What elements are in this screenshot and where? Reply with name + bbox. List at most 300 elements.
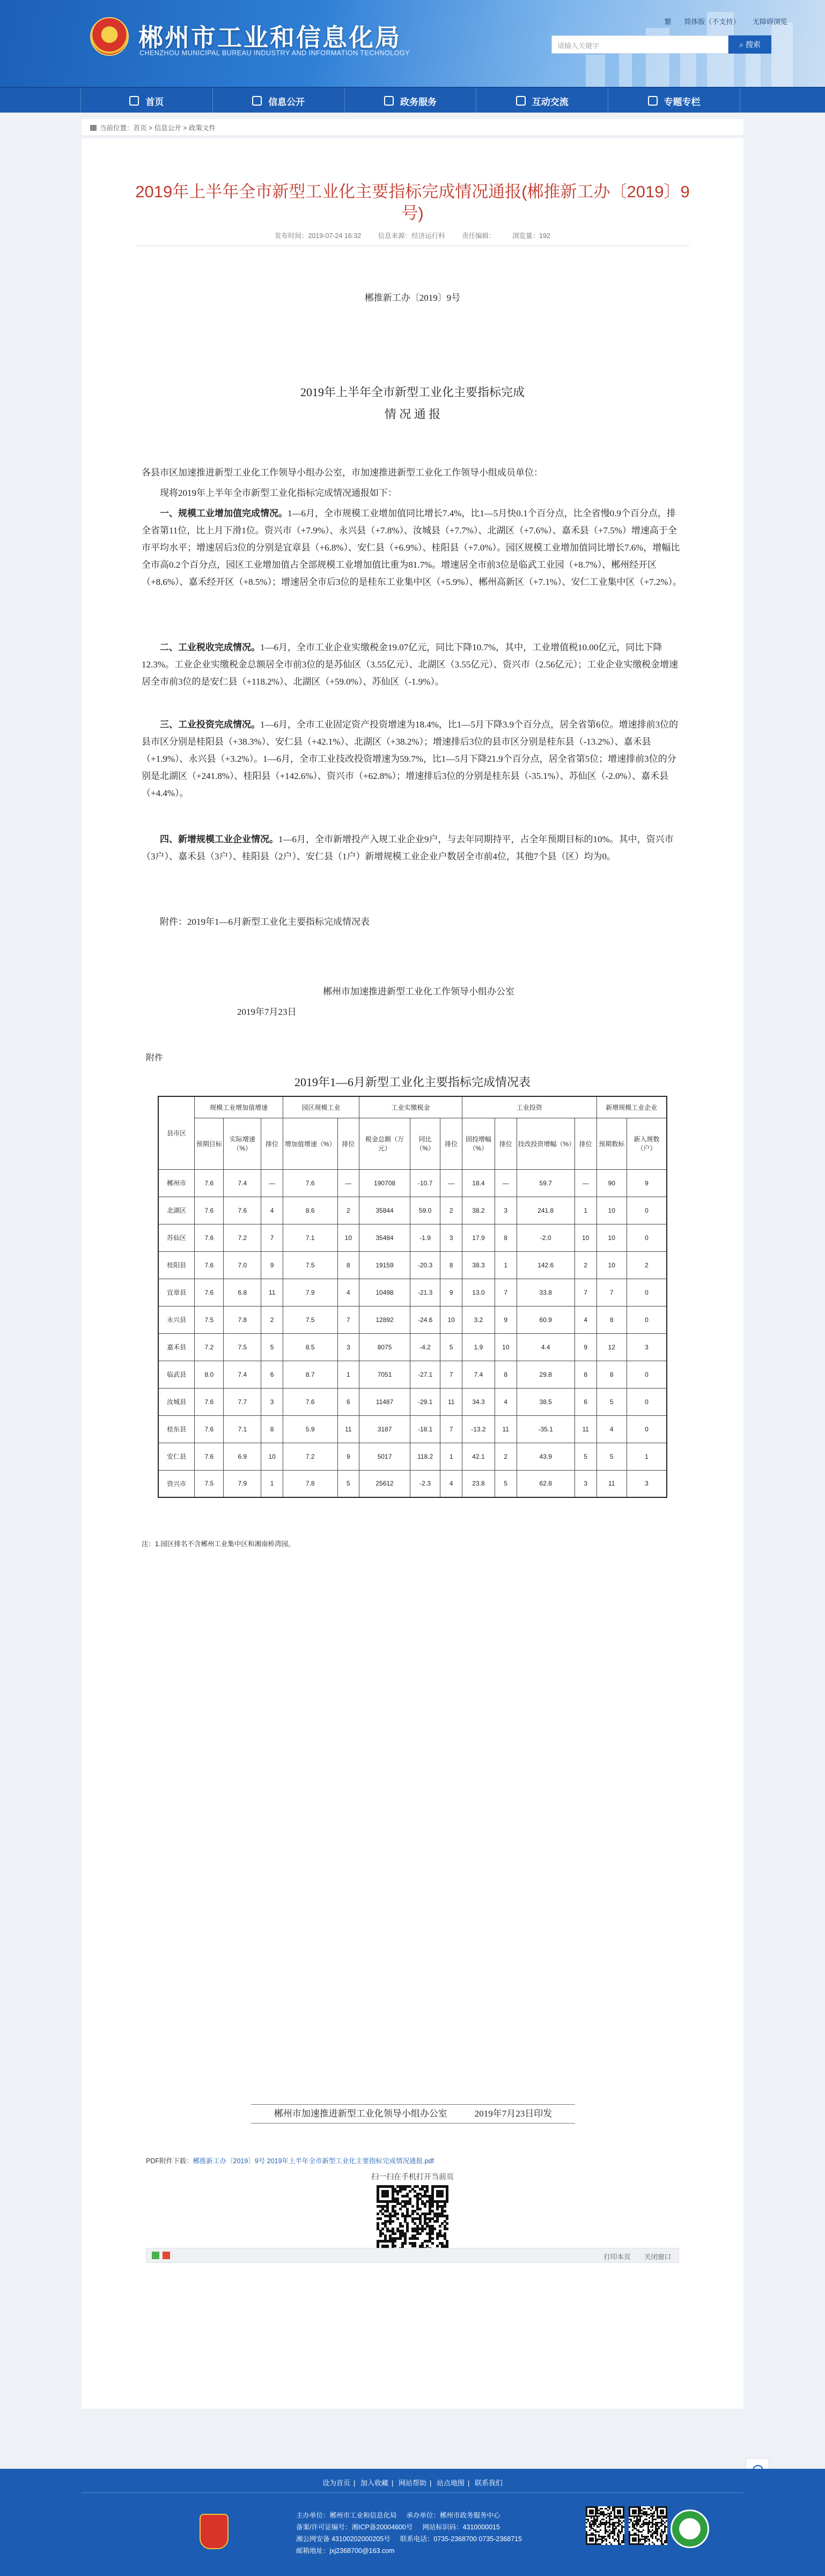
app-qr-code [629, 2506, 667, 2545]
info-source: 信息来源：经济运行科 [378, 232, 445, 240]
article-meta [82, 231, 743, 240]
footer-link-homepage[interactable]: 设为首页 [322, 2479, 350, 2487]
table-cell: 6.9 [224, 1443, 261, 1470]
traditional-chinese-link[interactable]: 繁 [664, 18, 672, 26]
table-cell: 7.5 [224, 1333, 261, 1361]
table-cell: 7 [440, 1361, 462, 1388]
table-cell: -24.6 [410, 1306, 440, 1333]
table-cell: 1.9 [462, 1333, 495, 1361]
col-header: 预期目标 [195, 1118, 224, 1169]
pdf-label: PDF附件下载： [146, 2157, 193, 2165]
table-cell: — [574, 1169, 596, 1197]
search-icon: ⌕ [739, 40, 746, 49]
search-button-label: 搜索 [745, 40, 761, 49]
table-cell: 11 [495, 1415, 517, 1443]
sign-org: 郴州市加速推进新型工业化工作领导小组办公室 [323, 986, 514, 997]
col-header: 新入规数（户） [627, 1118, 667, 1169]
table-cell: 苏仙区 [158, 1224, 195, 1251]
table-cell: 3 [574, 1470, 596, 1497]
table-cell: 25612 [359, 1470, 410, 1497]
view-count: 浏览量：192 [512, 232, 551, 240]
table-cell: -2.0 [517, 1224, 574, 1251]
pdf-link[interactable]: 郴推新工办〔2019〕9号 2019年上半年全市新型工业化主要指标完成情况通报.pdf [193, 2157, 434, 2165]
table-row [158, 1470, 667, 1497]
table-cell: 7051 [359, 1361, 410, 1388]
col-header: 技改投资增幅（%） [517, 1118, 574, 1169]
table-cell: — [337, 1169, 359, 1197]
table-cell: 10 [337, 1224, 359, 1251]
table-cell: -2.3 [410, 1470, 440, 1497]
table-cell: 29.8 [517, 1361, 574, 1388]
nav-item-interaction[interactable] [476, 88, 608, 114]
table-cell: 4.4 [517, 1333, 574, 1361]
table-cell: 7.1 [283, 1224, 337, 1251]
table-cell: 永兴县 [158, 1306, 195, 1333]
col-header: 排位 [261, 1118, 283, 1169]
wechat-share-icon[interactable] [152, 2252, 159, 2259]
table-row [158, 1361, 667, 1388]
table-cell: 郴州市 [158, 1169, 195, 1197]
table-cell: 4 [574, 1306, 596, 1333]
topics-icon [648, 96, 658, 106]
breadcrumb [82, 119, 743, 135]
footer-divider [82, 2492, 743, 2493]
table-cell: 5 [261, 1333, 283, 1361]
table-cell: 8 [574, 1361, 596, 1388]
table-cell: 5 [440, 1333, 462, 1361]
table-cell: 7.6 [195, 1197, 224, 1224]
email: 邮箱地址：jxj2368700@163.com [296, 2547, 395, 2555]
wechat-qr-code [586, 2506, 624, 2545]
table-cell: 7 [596, 1279, 627, 1306]
intro: 现将2019年上半年全市新型工业化指标完成情况通报如下： [160, 488, 397, 498]
phone: 联系电话：0735-2368700 0735-2368715 [400, 2535, 522, 2543]
table-cell: 8.5 [283, 1333, 337, 1361]
table-cell: 1 [495, 1251, 517, 1279]
attachment-note: 附件：2019年1—6月新型工业化主要指标完成情况表 [160, 917, 370, 927]
table-row [158, 1333, 667, 1361]
paragraph-2-text: 1—6月，全市工业企业实缴税金19.07亿元，同比下降10.7%，其中，工业增值税10.00亿元，同比下降12.3%。工业企业实缴税金总额居全市前3位的是苏仙区（3.55亿元）、北湖区（3.55亿元）、资兴市（2.56亿元）；工业企业实缴税金增速居全市前3位的是安仁县（+118.2%）、北湖区（+59.0%）、苏仙区（-1.9%）。 [142, 642, 679, 687]
table-cell: -4.2 [410, 1333, 440, 1361]
table-cell: 59.7 [517, 1169, 574, 1197]
table-cell: 18.4 [462, 1169, 495, 1197]
table-cell: 9 [627, 1169, 667, 1197]
table-cell: 9 [440, 1279, 462, 1306]
bottom-sign: 郴州市加速推进新型工业化领导小组办公室 2019年7月23日印发 [251, 2104, 575, 2124]
table-cell: 38.5 [517, 1388, 574, 1415]
publish-date: 发布时间：2019-07-24 16:32 [274, 232, 362, 240]
table-cell: 1 [337, 1361, 359, 1388]
table-cell: 3 [261, 1388, 283, 1415]
home-icon [90, 125, 97, 131]
table-cell: 42.1 [462, 1443, 495, 1470]
table-cell: 2 [574, 1251, 596, 1279]
table-cell: 0 [627, 1415, 667, 1443]
doc-title-line1: 2019年上半年全市新型工业化主要指标完成 [300, 385, 525, 399]
table-cell: 7 [337, 1306, 359, 1333]
table-cell: 7.6 [283, 1169, 337, 1197]
table-cell: 11 [261, 1279, 283, 1306]
table-cell: 1 [627, 1443, 667, 1470]
table-cell: -13.2 [462, 1415, 495, 1443]
close-window-button[interactable]: 关闭窗口 [644, 2253, 671, 2261]
table-cell: -1.9 [410, 1224, 440, 1251]
table-cell: 10 [495, 1333, 517, 1361]
table-cell: 资兴市 [158, 1470, 195, 1497]
table-cell: 7.4 [224, 1169, 261, 1197]
table-cell: 9 [261, 1251, 283, 1279]
sign-date: 2019年7月23日 [237, 1007, 297, 1017]
table-cell: 9 [495, 1306, 517, 1333]
table-cell: 1 [261, 1470, 283, 1497]
table-cell: 8 [596, 1306, 627, 1333]
table-cell: — [440, 1169, 462, 1197]
nav-label: 专题专栏 [664, 96, 701, 107]
accessibility-link[interactable]: 无障碍浏览 [752, 18, 787, 26]
national-emblem-logo[interactable] [90, 17, 129, 56]
pdf-download [146, 2156, 434, 2165]
table-cell: 60.9 [517, 1306, 574, 1333]
table-cell: 7.2 [224, 1224, 261, 1251]
site-header [0, 0, 825, 87]
table-row [158, 1251, 667, 1279]
table-cell: 7.0 [224, 1251, 261, 1279]
info-icon [252, 96, 262, 106]
table-cell: 11 [596, 1470, 627, 1497]
table-cell: 临武县 [158, 1361, 195, 1388]
table-row [158, 1415, 667, 1443]
table-cell: 10 [440, 1306, 462, 1333]
table-cell: 7.6 [224, 1197, 261, 1224]
table-cell: 3 [627, 1333, 667, 1361]
table-cell: -27.1 [410, 1361, 440, 1388]
table-cell: 7.6 [195, 1224, 224, 1251]
table-cell: 汝城县 [158, 1388, 195, 1415]
table-cell: 43.9 [517, 1443, 574, 1470]
table-row [158, 1224, 667, 1251]
paragraph-3-head: 三、工业投资完成情况。 [160, 719, 260, 730]
table-cell: -35.1 [517, 1415, 574, 1443]
nav-label: 政务服务 [400, 96, 437, 107]
table-cell: 5 [337, 1470, 359, 1497]
article-tools [146, 2248, 679, 2263]
table-cell: 7.6 [195, 1251, 224, 1279]
table-cell: 7.6 [195, 1443, 224, 1470]
footer-link-contact[interactable]: 联系我们 [475, 2479, 503, 2487]
table-cell: 7.8 [224, 1306, 261, 1333]
paragraph-4 [142, 831, 683, 865]
table-cell: 33.8 [517, 1279, 574, 1306]
group-header: 规模工业增加值增速 [195, 1096, 283, 1118]
col-header: 同比（%） [410, 1118, 440, 1169]
col-header: 排位 [440, 1118, 462, 1169]
nav-label: 信息公开 [268, 96, 305, 107]
table-cell: 10 [574, 1224, 596, 1251]
table-cell: 2 [627, 1251, 667, 1279]
table-cell: 10 [596, 1224, 627, 1251]
sponsor: 主办单位：郴州市工业和信息化局 [296, 2512, 397, 2519]
table-cell: 3 [440, 1224, 462, 1251]
table-cell: 4 [495, 1388, 517, 1415]
table-cell: 11 [337, 1415, 359, 1443]
table-cell: 6 [337, 1388, 359, 1415]
site-title[interactable]: 郴州市工业和信息化局 [138, 24, 401, 51]
table-cell: 0 [627, 1197, 667, 1224]
table-cell: 6 [574, 1388, 596, 1415]
table-row [158, 1443, 667, 1470]
col-header: 增加值增速（%） [283, 1118, 337, 1169]
table-cell: 8 [495, 1361, 517, 1388]
table-cell: 6.8 [224, 1279, 261, 1306]
simplified-chinese-link[interactable]: 简体版（不支持） [684, 18, 740, 26]
table-cell: 5017 [359, 1443, 410, 1470]
table-cell: 8.7 [283, 1361, 337, 1388]
table-cell: 38.2 [462, 1197, 495, 1224]
nav-label: 互动交流 [532, 96, 569, 107]
party-gov-logo[interactable] [200, 2514, 229, 2549]
table-cell: 8 [440, 1251, 462, 1279]
table-cell: 7.2 [195, 1333, 224, 1361]
table-cell: 2 [337, 1197, 359, 1224]
table-cell: 3187 [359, 1415, 410, 1443]
table-cell: 7.4 [462, 1361, 495, 1388]
table-row [158, 1197, 667, 1224]
col-header: 县市区 [158, 1096, 195, 1169]
col-header: 排位 [574, 1118, 596, 1169]
table-cell: 8 [495, 1224, 517, 1251]
table-cell: 0 [627, 1388, 667, 1415]
paragraph-2 [142, 639, 683, 691]
table-cell: 35844 [359, 1197, 410, 1224]
table-cell: 桂阳县 [158, 1251, 195, 1279]
breadcrumb-text[interactable]: 当前位置：首页 > 信息公开 > 政策文件 [100, 124, 216, 132]
group-header: 新增规模工业企业 [596, 1096, 667, 1118]
table-cell: 4 [440, 1470, 462, 1497]
table-cell: -20.3 [410, 1251, 440, 1279]
table-cell: 9 [574, 1333, 596, 1361]
article-panel [82, 138, 743, 2409]
table-cell: 12892 [359, 1306, 410, 1333]
table-cell: 4 [261, 1197, 283, 1224]
table-cell: 1 [440, 1443, 462, 1470]
paragraph-4-head: 四、新增规模工业企业情况。 [160, 834, 278, 844]
support: 承办单位：郴州市政务服务中心 [406, 2512, 500, 2519]
qr-caption: 扫一扫在手机打开当前页 [371, 2172, 454, 2181]
table-cell: 北湖区 [158, 1197, 195, 1224]
table-cell: 7.6 [195, 1169, 224, 1197]
group-header: 工业实缴税金 [359, 1096, 462, 1118]
table-footnote: 注：1.园区排名不含郴州工业集中区和湘南桥湾园。 [142, 1540, 295, 1548]
table-cell: 5 [495, 1470, 517, 1497]
paragraph-2-head: 二、工业税收完成情况。 [160, 642, 260, 652]
doc-title-line2: 情 况 通 报 [384, 407, 441, 421]
table-cell: 4 [337, 1279, 359, 1306]
table-cell: 1 [574, 1197, 596, 1224]
table-cell: 118.2 [410, 1443, 440, 1470]
table-cell: 35484 [359, 1224, 410, 1251]
table-cell: 7.9 [283, 1279, 337, 1306]
table-cell: 2 [440, 1197, 462, 1224]
search-button[interactable] [728, 35, 771, 54]
footer-links: 设为首页 | 加入收藏 | 网站帮助 | 站点地图 | 联系我们 [322, 2479, 503, 2487]
table-cell: -10.7 [410, 1169, 440, 1197]
table-cell: 11 [440, 1388, 462, 1415]
table-cell: 11 [574, 1415, 596, 1443]
print-button[interactable]: 打印本页 [603, 2253, 631, 2261]
table-cell: 7.6 [283, 1388, 337, 1415]
table-cell: -18.1 [410, 1415, 440, 1443]
table-cell: 7 [495, 1279, 517, 1306]
paragraph-1-head: 一、规模工业增加值完成情况。 [160, 508, 288, 518]
article-title: 2019年上半年全市新型工业化主要指标完成情况通报(郴推新工办〔2019〕9号) [135, 182, 690, 222]
attachment-label: 附件 [146, 1053, 164, 1063]
page-qr-code [377, 2185, 448, 2257]
paragraph-3 [142, 716, 683, 802]
table-cell: 12 [596, 1333, 627, 1361]
home-icon [129, 96, 139, 106]
paragraph-4-text: 1—6月，全市新增投产入规工业企业9户，与去年同期持平，占全年预期目标的10%。其中，资兴市（3户）、嘉禾县（3户）、桂阳县（2户）、安仁县（1户）新增规模工业企业户数居全市前4位，其他7个县（区）均为0。 [142, 834, 674, 862]
table-cell: 10 [261, 1443, 283, 1470]
top-links [654, 16, 787, 26]
table-title: 2019年1—6月新型工业化主要指标完成情况表 [294, 1075, 531, 1089]
table-cell: — [261, 1169, 283, 1197]
table-cell: 7.6 [195, 1279, 224, 1306]
main-nav [0, 87, 825, 113]
footer-link-help[interactable]: 网站帮助 [398, 2479, 426, 2487]
table-cell: 190708 [359, 1169, 410, 1197]
table-cell: 7.7 [224, 1388, 261, 1415]
table-cell: 11487 [359, 1388, 410, 1415]
table-cell: 241.8 [517, 1197, 574, 1224]
table-cell: 5 [596, 1443, 627, 1470]
table-cell: 6 [261, 1361, 283, 1388]
icp-record[interactable]: 备案/许可证编号：湘ICP备20004600号 [296, 2523, 413, 2531]
table-row [158, 1306, 667, 1333]
col-header: 税金总额（万元） [359, 1118, 410, 1169]
table-cell: 7.6 [195, 1415, 224, 1443]
table-cell: 0 [627, 1279, 667, 1306]
table-cell: 2 [261, 1306, 283, 1333]
table-cell: 7 [574, 1279, 596, 1306]
table-row [158, 1169, 667, 1197]
group-header: 园区规模工业 [283, 1096, 359, 1118]
paragraph-3-text: 1—6月，全市工业固定资产投资增速为18.4%，比1—5月下降3.9个百分点，居全省第6位。增速排前3位的县市区分别是桂阳县（+38.3%）、安仁县（+42.1%）、北湖区（+38.2%）；增速排后3位的县市区分别是桂东县（-13.2%）、嘉禾县（+1.9%）、永兴县（+3.2%）。1—6月，全市工业技改投资增速为59.7%，比1—5月下降21.9个百分点，居全省第5位；增速排前3位的分别是北湖区（+241.8%）、桂阳县（+142.6%）、资兴市（+62.8%）；增速排后3位的分别是桂东县（-35.1%）、苏仙区（-2.0%）、嘉禾县（+4.4%）。 [142, 719, 679, 798]
table-cell: 3 [495, 1197, 517, 1224]
table-cell: 4 [596, 1415, 627, 1443]
table-cell: 0 [627, 1306, 667, 1333]
table-cell: 嘉禾县 [158, 1333, 195, 1361]
services-icon [384, 96, 394, 106]
police-record[interactable]: 湘公网安备 43100202000205号 [296, 2535, 391, 2543]
col-header: 预期数标 [596, 1118, 627, 1169]
site-code: 网站标识码：4310000015 [422, 2523, 500, 2531]
table-cell: 0 [627, 1361, 667, 1388]
table-cell: 7.2 [283, 1443, 337, 1470]
table-cell: 59.0 [410, 1197, 440, 1224]
site-footer [0, 2469, 825, 2576]
table-cell: 2 [495, 1443, 517, 1470]
table-cell: 7.9 [224, 1470, 261, 1497]
table-cell: 8.6 [283, 1197, 337, 1224]
table-cell: -29.1 [410, 1388, 440, 1415]
table-cell: 8 [337, 1251, 359, 1279]
doc-number: 郴推新工办〔2019〕9号 [364, 293, 461, 303]
col-header: 固投增幅（%） [462, 1118, 495, 1169]
table-cell: 142.6 [517, 1251, 574, 1279]
table-row [158, 1388, 667, 1415]
paragraph-1 [142, 505, 683, 591]
table-cell: 17.9 [462, 1224, 495, 1251]
col-header: 排位 [495, 1118, 517, 1169]
nav-item-topics[interactable] [608, 88, 740, 114]
table-cell: 19159 [359, 1251, 410, 1279]
table-cell: 13.0 [462, 1279, 495, 1306]
table-cell: 10498 [359, 1279, 410, 1306]
table-cell: 9 [337, 1443, 359, 1470]
table-cell: 62.8 [517, 1470, 574, 1497]
table-cell: 8 [261, 1415, 283, 1443]
table-cell: 宜章县 [158, 1279, 195, 1306]
table-cell: 5 [596, 1388, 627, 1415]
table-cell: 38.3 [462, 1251, 495, 1279]
table-cell: 10 [596, 1197, 627, 1224]
table-cell: 23.8 [462, 1470, 495, 1497]
table-cell: -21.3 [410, 1279, 440, 1306]
table-cell: 7.1 [224, 1415, 261, 1443]
col-header: 排位 [337, 1118, 359, 1169]
footer-link-favorite[interactable]: 加入收藏 [360, 2479, 388, 2487]
table-cell: 7 [261, 1224, 283, 1251]
weibo-share-icon[interactable] [163, 2252, 170, 2259]
table-cell: 0 [627, 1224, 667, 1251]
stats-table [158, 1096, 667, 1498]
table-cell: 7.5 [283, 1306, 337, 1333]
table-cell: 10 [596, 1251, 627, 1279]
table-cell: 34.3 [462, 1388, 495, 1415]
site-subtitle: CHENZHOU MUNICIPAL BUREAU INDUSTRY AND INFORMATION TECHNOLOGY [139, 49, 410, 57]
table-cell: 7 [440, 1415, 462, 1443]
nav-item-home[interactable] [80, 88, 213, 114]
table-cell: 安仁县 [158, 1443, 195, 1470]
group-header: 工业投资 [462, 1096, 596, 1118]
table-cell: 7.4 [224, 1361, 261, 1388]
table-cell: 7.6 [195, 1388, 224, 1415]
col-header: 实际增速（%） [224, 1118, 261, 1169]
table-cell: 3 [337, 1333, 359, 1361]
table-cell: 90 [596, 1169, 627, 1197]
table-row [158, 1279, 667, 1306]
table-cell: 桂东县 [158, 1415, 195, 1443]
table-cell: — [495, 1169, 517, 1197]
table-cell: 7.5 [195, 1306, 224, 1333]
table-cell: 3 [627, 1470, 667, 1497]
table-cell: 7.5 [195, 1470, 224, 1497]
table-cell: 5.9 [283, 1415, 337, 1443]
nav-label: 首页 [145, 96, 164, 107]
footer-link-sitemap[interactable]: 站点地图 [437, 2479, 465, 2487]
chat-icon [516, 96, 526, 106]
gov-site-error-badge[interactable] [671, 2510, 709, 2548]
table-cell: 8.0 [195, 1361, 224, 1388]
search-input[interactable]: 请输入关键字 [551, 35, 728, 54]
footer-info [296, 2510, 532, 2557]
table-cell: 8 [596, 1361, 627, 1388]
nav-item-info[interactable] [213, 88, 345, 114]
table-cell: 7.8 [283, 1470, 337, 1497]
paragraph-1-text: 1—6月，全市规模工业增加值同比增长7.4%，比1—5月快0.1个百分点，比全省慢0.9个百分点，排全省第11位，比上月下滑1位。资兴市（+7.9%）、永兴县（+7.8%）、汝城县（+7.7%）、北湖区（+7.6%）、嘉禾县（+7.5%）增速高于全市平均水平；增速居后3位的分别是宜章县（+6.8%）、安仁县（+6.9%）、桂阳县（+7.0%）。园区规模工业增加值同比增长7.6%，增幅比全市高0.2个百分点，园区工业增加值占全部规模工业增加值比重为81.7%。增速居全市前3位是临武工业园（+8.7%）、郴州经开区（+8.6%）、嘉禾经开区（+8.5%）；增速居全市后3位的是桂东工业集中区（+5.9%）、郴州高新区（+7.1%）、安仁工业集中区（+7.2%）。 [142, 508, 682, 587]
editor: 责任编辑： [462, 232, 496, 240]
nav-item-services[interactable] [345, 88, 477, 114]
